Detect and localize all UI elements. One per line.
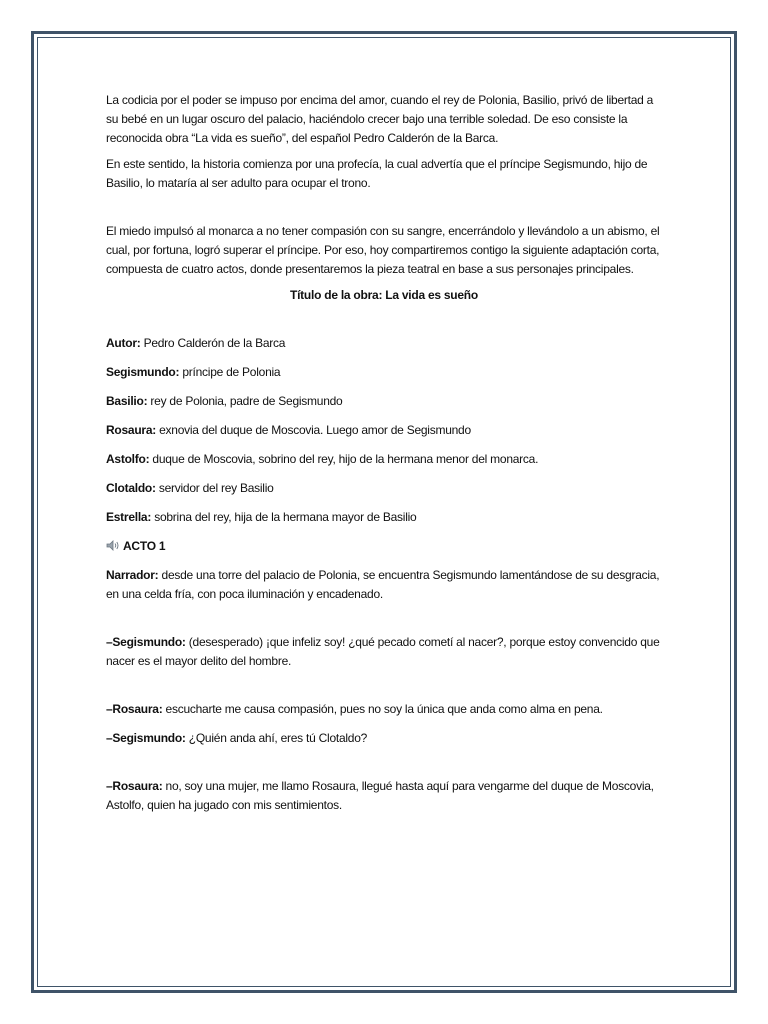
character-label: Astolfo: [106,452,150,466]
character-item [106,421,662,440]
dialogue-line [106,566,662,604]
character-label: Segismundo: [106,365,180,379]
character-description: duque de Moscovia, sobrino del rey, hijo de la hermana menor del monarca. [149,452,539,466]
work-title: Título de la obra: La vida es sueño [290,288,478,302]
dialogue-line [106,700,662,719]
character-item [106,363,662,382]
character-label: Clotaldo: [106,481,156,495]
dialogue-line [106,633,662,671]
character-label: Basilio: [106,394,148,408]
dialogue-text: escucharte me causa compasión, pues no soy la única que anda como alma en pena. [162,702,603,716]
character-item [106,334,662,353]
act-heading [106,537,662,556]
character-item [106,479,662,498]
character-label: Rosaura: [106,423,157,437]
intro-paragraph-3: El miedo impulsó al monarca a no tener compasión con su sangre, encerrándolo y llevándolo a un abismo, el cual, por fortuna, logró superar el príncipe. Por eso, hoy compartiremos contigo la siguiente adaptación corta, compuesta de cuatro actos, donde presentaremos la pieza teatral en base a sus personajes principales. [106,224,660,276]
character-description: servidor del rey Basilio [155,481,274,495]
character-item [106,392,662,411]
dialogue-speaker: –Segismundo: [106,731,186,745]
dialogue-speaker: –Rosaura: [106,779,163,793]
character-description: sobrina del rey, hija de la hermana mayor de Basilio [151,510,417,524]
dialogue-text: ¿Quién anda ahí, eres tú Clotaldo? [185,731,368,745]
intro-paragraph-2: En este sentido, la historia comienza por una profecía, la cual advertía que el príncipe Segismundo, hijo de Basilio, lo mataría al ser adulto para ocupar el trono. [106,157,648,190]
dialogue-text: no, soy una mujer, me llamo Rosaura, llegué hasta aquí para vengarme del duque de Moscovia, Astolfo, quien ha jugado con mis sentimientos. [106,779,654,812]
dialogue-line [106,729,662,748]
character-list [106,334,662,527]
character-description: rey de Polonia, padre de Segismundo [147,394,343,408]
act-label: ACTO 1 [123,539,166,553]
dialogue-speaker: –Segismundo: [106,635,186,649]
character-item [106,450,662,469]
dialogue-line [106,777,662,815]
dialogue-speaker: Narrador: [106,568,159,582]
character-description: Pedro Calderón de la Barca [140,336,286,350]
dialogue-speaker: –Rosaura: [106,702,163,716]
character-label: Estrella: [106,510,152,524]
dialogue-text: (desesperado) ¡que infeliz soy! ¿qué pecado cometí al nacer?, porque estoy convencido que nacer es el mayor delito del hombre. [106,635,660,668]
intro-paragraph-1: La codicia por el poder se impuso por encima del amor, cuando el rey de Polonia, Basilio, privó de libertad a su bebé en un lugar oscuro del palacio, haciéndolo crecer bajo una terrible soledad. De eso consiste la reconocida obra “La vida es sueño”, del español Pedro Calderón de la Barca. [106,93,654,145]
character-description: príncipe de Polonia [179,365,281,379]
dialogue-text: desde una torre del palacio de Polonia, se encuentra Segismundo lamentándose de su desgracia, en una celda fría, con poca iluminación y encadenado. [106,568,660,601]
character-label: Autor: [106,336,141,350]
character-description: exnovia del duque de Moscovia. Luego amor de Segismundo [156,423,471,437]
document-body [106,91,662,822]
character-item [106,508,662,527]
speaker-icon [106,538,120,549]
